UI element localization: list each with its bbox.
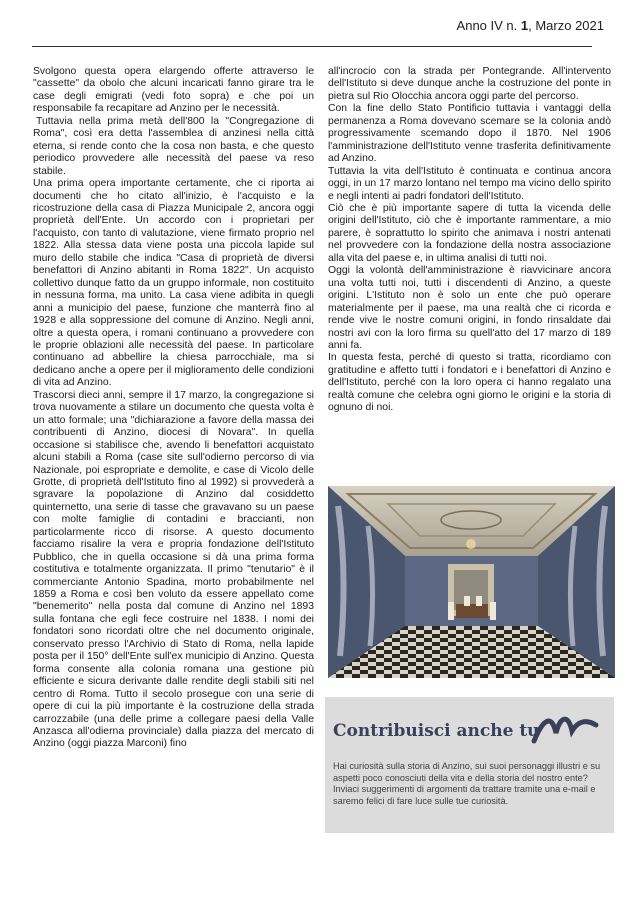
paragraph: Trascorsi dieci anni, sempre il 17 marzo, la congregazione si trova nuovamente a stilare un documento che questa volta è un atto formale; una "dichiarazione a favore della massa dei contribuenti di Anzino, diocesi di Novara". In quella occasione si stabilisce che, avendo li benefattori acquistato alcuni stabili a Roma (case site sull'odierno percorso di via Nazionale, poi espropriate e demolite, e case di Vicolo delle Grotte, di proprietà dell'Istituto fino al 1992) si provvederà a sgravare la popolazione di Anzino dal cosiddetto quinternetto, una serie di tasse che gravavano su un paese con molte famiglie di contadini e braccianti, non particolarmente ricco di risorse. A questo documento facciamo risalire la vera e propria fondazione dell'Istituto Pubblico, che in quella occasione si dà una prima forma costitutiva e totalmente organizzata. Il primo "tenutario" è il commerciante Antonio Spadina, morto probabilmente nel 1859 a Roma e così ben voluto da essere appellato come "benemerito" nella posta dal comune di Anzino nel 1893 sulla fontana che egli fece costruire nel 1838. I nomi dei fondatori sono ricordati oltre che nel documento originale, conservato presso l'Archivio di Stato di Roma, nella lapide posta per il 150° dell'Ente sull'ex municipio di Anzino. Questa forma consente alla colonia romana una gestione più efficiente e sicura derivante dalle rendite degli stabili siti nel centro di Roma. Tutto il secolo prosegue con una serie di opere di cui la più importante è la costruzione della strada carrozzabile (una delle prime a collegare paesi della Valle Anzasca all'odierna provinciale) dalla piazza del mercato di Anzino (oggi piazza Marconi) fino (33, 389, 314, 750)
issue-date: , Marzo 2021 (528, 18, 604, 33)
hall-illustration (328, 486, 615, 678)
ornate-hall-photo (328, 486, 615, 678)
paragraph: Oggi la volontà dell'amministrazione è riavvicinare ancora una volta tutti noi, tutti i discendenti di Anzino, a queste origini. L'Istituto non è solo un ente che può operare materialmente per il paese, ma una realtà che ci ricorda e rende vive le nostre comuni origini, in fondo rinsaldate dai nostri avi con la loro firma su quell'atto del 17 marzo di 189 anni fa. (328, 265, 611, 351)
contribute-box (325, 697, 614, 833)
right-column (328, 66, 611, 415)
issue-header (457, 18, 604, 33)
issue-year: Anno IV n. (456, 18, 518, 33)
issue-number: 1 (520, 18, 529, 33)
left-column (33, 66, 314, 751)
brush-stroke-icon (530, 707, 600, 747)
paragraph: Svolgono questa opera elargendo offerte attraverso le "cassette" da obolo che alcuni incaricati fanno girare tra le case degli emigrati (vedi foto sopra) e che poi un responsabile fa recapitare ad Anzino per le necessità. (33, 66, 314, 115)
paragraph: Tuttavia la vita dell'Istituto è continuata e continua ancora oggi, in un 17 marzo lontano nel tempo ma vicino dello spirito e negli intenti ai padri fondatori dell'Istituto. (328, 165, 611, 202)
header-rule (32, 46, 592, 47)
paragraph: all'incrocio con la strada per Pontegrande. All'intervento dell'Istituto si deve dunque anche la costruzione del ponte in pietra sul Rio Olocchia ancora oggi parte del percorso. (328, 66, 611, 102)
paragraph: In questa festa, perché di questo si tratta, ricordiamo con gratitudine e affetto tutti i fondatori e i benefattori di Anzino e dell'Istituto, perché con la loro opera ci hanno regalato una realtà comune che celebra ogni giorno le origini e la storia di ognuno di noi. (328, 352, 611, 414)
paragraph: Con la fine dello Stato Pontificio tuttavia i vantaggi della permanenza a Roma dovevano scemare se la colonia andò progressivamente scemando dopo il 1870. Nel 1906 l'amministrazione dell'Istituto venne trasferita definitivamente ad Anzino. (328, 103, 611, 165)
paragraph: Tuttavia nella prima metà dell'800 la "Congregazione di Roma", così era detta l'assemblea di anzinesi nella città eterna, si rende conto che la cosa non basta, e che questo periodico provvedere alle necessità del paese va reso stabile. (33, 115, 314, 177)
paragraph: Una prima opera importante certamente, che ci riporta ai documenti che ho citato all'inizio, è l'acquisto e la ricostruzione della casa di Piazza Municipale 2, ancora oggi proprietà dell'Ente. Un accordo con i proprietari per l'acquisto, con tanto di valutazione, viene firmato proprio nel 1822. Alla stessa data viene posta una piccola lapide sul muro dello stabile che indica "Casa di proprietà de diversi benefattori di Anzino abitanti in Roma 1822". Un acquisto collettivo dunque fatto da un gruppo informale, non costituito in nessuna forma, ma unito. La casa viene adibita in quegli anni a municipio del paese, funzione che manterrà fino al 1928 e alla soppressione del comune di Anzino. Negli anni, oltre a questa opera, i romani continuano a provvedere con le proprie oblazioni alle necessità del paese. In particolare continuano ad abbellire la chiesa parrocchiale, ma si dedicano anche a opere per il miglioramento delle condizioni di vita ad Anzino. (33, 178, 314, 389)
contribute-title: Contribuisci anche tu (333, 721, 540, 741)
contribute-text: Hai curiosità sulla storia di Anzino, sui suoi personaggi illustri e su aspetti poco conosciuti della vita e della storia del nostro ente? Inviaci suggerimenti di argomenti da trattare tramite una e-mail e saremo felici di fare luce sulle tue curiosità. (333, 761, 601, 806)
paragraph: Ciò che è più importante sapere di tutta la vicenda delle origini dell'Istituto, ciò che è importante rammentare, a mio parere, è soprattutto lo spirito che animava i nostri antenati nel provvedere con la fondazione della nostra associazione alla vita del paese e, in ultima analisi di tutti noi. (328, 202, 611, 264)
